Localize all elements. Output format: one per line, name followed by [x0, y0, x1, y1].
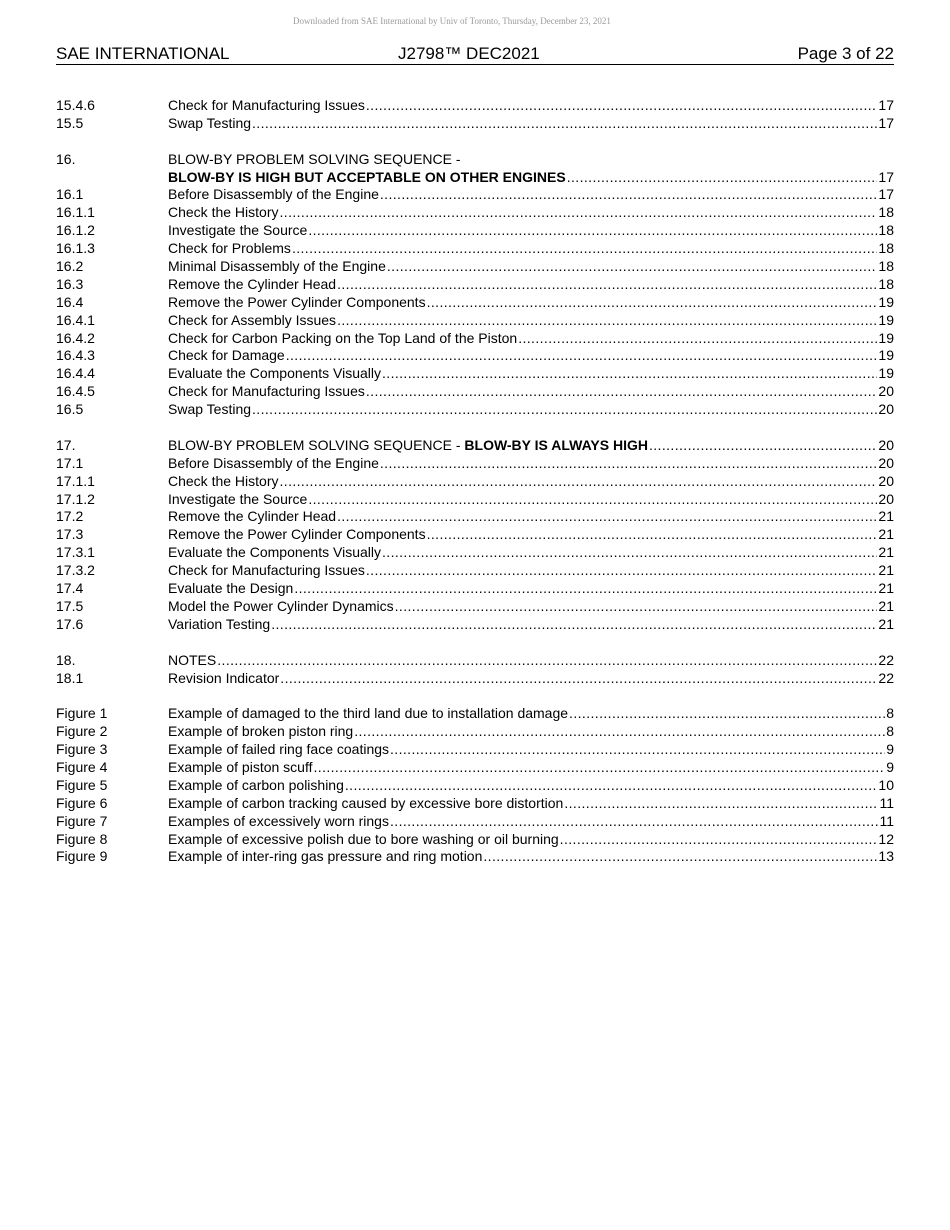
toc-entry[interactable]: [56, 294, 894, 312]
toc-entry-line: [168, 115, 894, 133]
toc-entry-title-text: Check the History: [168, 472, 279, 489]
toc-entry-title: [168, 473, 278, 491]
toc-entry-title: [168, 508, 336, 526]
toc-entry[interactable]: [56, 455, 894, 473]
toc-entry-number: 16.4.5: [56, 383, 95, 400]
toc-entry-number: Figure 9: [56, 848, 108, 865]
toc-entry[interactable]: [56, 383, 894, 401]
toc-dot-leader: [308, 491, 877, 509]
toc-entry-line: [168, 562, 894, 580]
toc-entry-title: [168, 616, 270, 634]
toc-entry-page: 21: [878, 580, 894, 597]
toc-entry-page: 8: [886, 723, 894, 740]
toc-entry-page: 19: [878, 347, 894, 364]
toc-entry[interactable]: [56, 670, 894, 688]
toc-dot-leader: [366, 383, 878, 401]
page-header: [56, 44, 894, 65]
toc-entry-page: 18: [878, 222, 894, 239]
toc-entry-line: [168, 759, 894, 777]
toc-entry-number: Figure 8: [56, 830, 108, 847]
toc-entry-title: [168, 777, 344, 795]
toc-entry-title: [168, 795, 563, 813]
toc-entry-title: [168, 437, 648, 455]
toc-entry-title: [168, 759, 312, 777]
toc-entry-page: 20: [878, 490, 894, 507]
toc-dot-leader: [390, 813, 878, 831]
toc-entry-line: [168, 795, 894, 813]
toc-entry[interactable]: [56, 240, 894, 258]
toc-entry[interactable]: [56, 848, 894, 866]
toc-entry-title: [168, 97, 365, 115]
toc-entry-page: 21: [878, 615, 894, 632]
toc-entry-title-text: Investigate the Source: [168, 490, 308, 507]
toc-entry-number: 17.4: [56, 580, 84, 597]
toc-spacer: [56, 419, 894, 437]
toc-entry-line: [168, 616, 894, 634]
toc-entry-page: 21: [878, 508, 894, 525]
toc-entry-page: 11: [879, 794, 894, 811]
toc-entry-title: [168, 222, 307, 240]
toc-entry-line: [168, 258, 894, 276]
toc-dot-leader: [279, 204, 877, 222]
toc-entry-title-text: Examples of excessively worn rings: [168, 812, 389, 829]
toc-entry-title-text: NOTES: [168, 651, 217, 668]
toc-entry-line: [168, 723, 894, 741]
toc-entry-title-text: Minimal Disassembly of the Engine: [168, 258, 386, 275]
toc-entry-line: [168, 222, 894, 240]
toc-entry-line: [168, 169, 894, 187]
toc-dot-leader: [279, 473, 877, 491]
toc-entry-number: 16.3: [56, 275, 84, 292]
toc-entry-line: [168, 491, 894, 509]
toc-dot-leader: [217, 652, 877, 670]
toc-entry[interactable]: [56, 437, 894, 455]
toc-entry-number: Figure 1: [56, 705, 108, 722]
toc-entry-title-text: Investigate the Source: [168, 222, 308, 239]
toc-entry-page: 18: [878, 275, 894, 292]
toc-entry-title: [168, 204, 278, 222]
toc-entry-line: [168, 670, 894, 688]
toc-entry[interactable]: [56, 759, 894, 777]
toc-entry-page: 9: [886, 758, 894, 775]
toc-entry[interactable]: [56, 491, 894, 509]
toc-entry[interactable]: [56, 526, 894, 544]
toc-entry-title: [168, 294, 426, 312]
toc-dot-leader: [564, 795, 878, 813]
toc-entry-line: [168, 705, 894, 723]
toc-entry-title: [168, 580, 293, 598]
toc-entry[interactable]: [56, 580, 894, 598]
toc-entry[interactable]: [56, 169, 894, 187]
toc-entry-title-text: Example of excessive polish due to bore washing or oil burning: [168, 830, 559, 847]
toc-entry-title-bold: BLOW-BY IS HIGH BUT ACCEPTABLE ON OTHER ENGINES: [168, 168, 566, 185]
toc-entry-title: [168, 598, 394, 616]
toc-dot-leader: [294, 580, 877, 598]
toc-entry-number: Figure 5: [56, 776, 108, 793]
toc-entry-line: [168, 240, 894, 258]
toc-entry-title-text: Example of broken piston ring: [168, 723, 354, 740]
toc-dot-leader: [337, 312, 877, 330]
toc-entry-title: [168, 186, 379, 204]
toc-entry-title-text: Model the Power Cylinder Dynamics: [168, 597, 394, 614]
toc-entry[interactable]: [56, 222, 894, 240]
toc-entry-page: 17: [878, 97, 894, 113]
toc-entry-number: 16.2: [56, 258, 84, 275]
toc-spacer: [56, 687, 894, 705]
toc-entry-line: [168, 813, 894, 831]
toc-entry-title-text: Check for Carbon Packing on the Top Land of the Piston: [168, 329, 518, 346]
toc-dot-leader: [337, 276, 877, 294]
toc-entry-title-text: Remove the Power Cylinder Components: [168, 293, 426, 310]
toc-entry-line: [168, 544, 894, 562]
toc-entry-number: Figure 6: [56, 794, 108, 811]
toc-spacer: [56, 133, 894, 151]
toc-entry-line: [168, 455, 894, 473]
toc-entry-page: 18: [878, 240, 894, 257]
toc-entry-number: 18.1: [56, 669, 84, 686]
toc-entry-title-text: Example of carbon tracking caused by excessive bore distortion: [168, 794, 564, 811]
toc-entry-title-text: Check for Problems: [168, 240, 291, 257]
toc-entry-title: [168, 347, 285, 365]
toc-entry-line: [168, 580, 894, 598]
toc-entry-title-text: Evaluate the Components Visually: [168, 365, 381, 382]
toc-entry[interactable]: [56, 186, 894, 204]
toc-entry-title-text: Example of failed ring face coatings: [168, 741, 390, 758]
toc-dot-leader: [354, 723, 885, 741]
toc-entry-page: 19: [878, 311, 894, 328]
toc-dot-leader: [313, 759, 885, 777]
toc-entry-page: 12: [878, 830, 894, 847]
toc-entry-number: 17.3.2: [56, 562, 95, 579]
toc-entry-title: [168, 401, 251, 419]
toc-entry-page: 20: [878, 472, 894, 489]
toc-entry[interactable]: [56, 115, 894, 133]
toc-entry-page: 20: [878, 436, 894, 453]
toc-dot-leader: [366, 562, 878, 580]
toc-entry-page: 17: [878, 186, 894, 203]
toc-entry-number: Figure 7: [56, 812, 108, 829]
toc-entry-page: 22: [878, 651, 894, 668]
toc-entry[interactable]: [56, 258, 894, 276]
toc-dot-leader: [292, 240, 877, 258]
toc-dot-leader: [286, 347, 878, 365]
toc-entry-title-text: Before Disassembly of the Engine: [168, 454, 379, 471]
toc-entry-title-text: Example of carbon polishing: [168, 776, 344, 793]
toc-entry-title: [168, 723, 353, 741]
toc-entry-page: 17: [878, 168, 894, 185]
toc-entry-page: 17: [878, 114, 894, 131]
toc-entry[interactable]: [56, 813, 894, 831]
toc-entry[interactable]: [56, 616, 894, 634]
toc-entry[interactable]: [56, 347, 894, 365]
toc-entry-title: [168, 562, 365, 580]
toc-dot-leader: [337, 508, 877, 526]
toc-dot-leader: [390, 741, 885, 759]
toc-entry[interactable]: [56, 473, 894, 491]
toc-entry-title: [168, 652, 216, 670]
toc-entry-number: 16.1.1: [56, 204, 95, 221]
toc-entry-line: [168, 347, 894, 365]
toc-entry[interactable]: [56, 330, 894, 348]
toc-entry-title-text: Remove the Power Cylinder Components: [168, 526, 426, 543]
toc-dot-leader: [308, 222, 877, 240]
toc-entry-line: [168, 365, 894, 383]
toc-entry-title: [168, 383, 365, 401]
toc-entry-page: 21: [878, 562, 894, 579]
toc-entry-title: [168, 455, 379, 473]
toc-entry-title-bold: BLOW-BY IS ALWAYS HIGH: [464, 436, 648, 453]
toc-entry-page: 8: [886, 705, 894, 722]
toc-entry[interactable]: [56, 97, 894, 115]
toc-entry-page: 19: [878, 365, 894, 382]
toc-entry-title: [168, 741, 389, 759]
toc-entry-page: 22: [878, 669, 894, 686]
toc-entry-number: 16.4.1: [56, 311, 95, 328]
toc-entry-title: [168, 705, 568, 723]
toc-entry-line: [168, 831, 894, 849]
toc-entry-number: 17.2: [56, 508, 84, 525]
toc-entry-line: [168, 777, 894, 795]
header-document-id: J2798™ DEC2021: [398, 44, 540, 63]
toc-entry-title-text: Example of piston scuff: [168, 758, 313, 775]
toc-entry-line: [168, 204, 894, 222]
toc-entry-number: 16.1.2: [56, 222, 95, 239]
toc-dot-leader: [271, 616, 877, 634]
toc-entry-line: [168, 383, 894, 401]
toc-entry-title-text: Check for Manufacturing Issues: [168, 562, 365, 579]
toc-dot-leader: [483, 848, 877, 866]
toc-entry-title: [168, 831, 559, 849]
toc-entry-page: 21: [878, 526, 894, 543]
toc-entry-page: 18: [878, 204, 894, 221]
toc-entry-title-text: Check the History: [168, 204, 279, 221]
toc-entry-title-text: Check for Assembly Issues: [168, 311, 337, 328]
toc-entry-page: 20: [878, 454, 894, 471]
toc-entry-page: 21: [878, 597, 894, 614]
toc-entry-title-text: Example of damaged to the third land due to installation damage: [168, 705, 569, 722]
toc-entry-page: 10: [878, 776, 894, 793]
toc-entry-page: 13: [878, 848, 894, 865]
toc-entry[interactable]: [56, 151, 894, 169]
toc-entry-line: [168, 652, 894, 670]
toc-entry-title: [168, 151, 461, 169]
toc-entry-number: 18.: [56, 651, 76, 668]
toc-entry-line: [168, 151, 894, 169]
toc-dot-leader: [345, 777, 878, 795]
toc-dot-leader: [518, 330, 877, 348]
toc-entry[interactable]: [56, 598, 894, 616]
toc-entry-title: [168, 491, 307, 509]
toc-entry-title: [168, 670, 279, 688]
toc-entry-page: 21: [878, 544, 894, 561]
toc-entry-number: 16.: [56, 150, 76, 167]
toc-entry-number: 16.4.4: [56, 365, 95, 382]
toc-dot-leader: [387, 258, 878, 276]
toc-entry-title: [168, 240, 291, 258]
toc-entry[interactable]: [56, 508, 894, 526]
toc-entry-title-text: Example of inter-ring gas pressure and ring motion: [168, 848, 483, 865]
toc-entry[interactable]: [56, 204, 894, 222]
toc-entry-line: [168, 473, 894, 491]
toc-entry-page: 18: [878, 258, 894, 275]
toc-dot-leader: [380, 455, 878, 473]
toc-entry-title-text: Remove the Cylinder Head: [168, 508, 337, 525]
toc-entry[interactable]: [56, 652, 894, 670]
toc-entry-title: [168, 276, 336, 294]
toc-entry-line: [168, 508, 894, 526]
toc-entry-number: 17.3.1: [56, 544, 95, 561]
toc-entry-line: [168, 276, 894, 294]
table-of-contents: [56, 97, 894, 866]
toc-entry-line: [168, 437, 894, 455]
toc-entry-line: [168, 598, 894, 616]
toc-dot-leader: [280, 670, 877, 688]
toc-dot-leader: [560, 831, 878, 849]
toc-entry[interactable]: [56, 777, 894, 795]
toc-entry-title: [168, 169, 566, 187]
toc-entry-title: [168, 544, 381, 562]
toc-spacer: [56, 634, 894, 652]
toc-dot-leader: [366, 97, 878, 115]
toc-entry-number: 17.6: [56, 615, 84, 632]
toc-entry-number: 15.5: [56, 114, 84, 131]
toc-entry-line: [168, 330, 894, 348]
toc-entry-number: 17.3: [56, 526, 84, 543]
toc-entry[interactable]: [56, 831, 894, 849]
toc-entry-number: 17.: [56, 436, 76, 453]
toc-entry-number: 17.5: [56, 597, 84, 614]
toc-entry-title: [168, 312, 336, 330]
toc-dot-leader: [252, 401, 877, 419]
toc-entry-line: [168, 312, 894, 330]
toc-dot-leader: [380, 186, 878, 204]
toc-entry-number: 15.4.6: [56, 97, 95, 113]
toc-dot-leader: [649, 437, 877, 455]
toc-entry-number: Figure 4: [56, 758, 108, 775]
toc-entry-number: 17.1: [56, 454, 84, 471]
toc-entry-number: Figure 3: [56, 741, 108, 758]
toc-dot-leader: [567, 169, 878, 187]
toc-entry-line: [168, 401, 894, 419]
toc-entry-title-text: Evaluate the Components Visually: [168, 544, 381, 561]
toc-entry-number: 16.1.3: [56, 240, 95, 257]
toc-entry[interactable]: [56, 276, 894, 294]
toc-entry[interactable]: [56, 723, 894, 741]
toc-entry-title: [168, 813, 389, 831]
toc-entry-line: [168, 97, 894, 115]
toc-entry-title: [168, 526, 426, 544]
toc-entry[interactable]: [56, 741, 894, 759]
toc-entry-number: 16.4: [56, 293, 84, 310]
toc-dot-leader: [382, 365, 877, 383]
toc-entry[interactable]: [56, 312, 894, 330]
toc-entry[interactable]: [56, 544, 894, 562]
toc-entry[interactable]: [56, 705, 894, 723]
download-watermark: Downloaded from SAE International by Univ of Toronto, Thursday, December 23, 2021: [293, 16, 611, 26]
toc-entry-title-text: Swap Testing: [168, 114, 252, 131]
toc-entry-page: 20: [878, 401, 894, 418]
toc-entry-title-text: Before Disassembly of the Engine: [168, 186, 379, 203]
toc-entry-page: 11: [879, 812, 894, 829]
toc-entry-number: 17.1.2: [56, 490, 95, 507]
toc-entry-line: [168, 848, 894, 866]
toc-entry-page: 20: [878, 383, 894, 400]
toc-entry-page: 19: [878, 293, 894, 310]
toc-dot-leader: [382, 544, 877, 562]
toc-entry-title-text: Check for Manufacturing Issues: [168, 383, 365, 400]
toc-entry-title-text: Revision Indicator: [168, 669, 280, 686]
toc-dot-leader: [427, 526, 878, 544]
toc-entry-title-text: Remove the Cylinder Head: [168, 275, 337, 292]
header-organization: SAE INTERNATIONAL: [56, 44, 230, 63]
toc-entry-title-text: Check for Manufacturing Issues: [168, 97, 365, 113]
toc-entry-line: [168, 526, 894, 544]
toc-entry-title-text: Swap Testing: [168, 401, 252, 418]
header-page-number: Page 3 of 22: [797, 44, 894, 63]
toc-entry-title-text: Evaluate the Design: [168, 580, 294, 597]
toc-entry[interactable]: [56, 365, 894, 383]
toc-entry[interactable]: [56, 401, 894, 419]
toc-entry-title: [168, 365, 381, 383]
toc-entry-title-text: Variation Testing: [168, 615, 271, 632]
toc-entry-title-text: Check for Damage: [168, 347, 285, 364]
toc-entry-number: Figure 2: [56, 723, 108, 740]
toc-entry-number: 16.5: [56, 401, 84, 418]
toc-entry-title-text: BLOW-BY PROBLEM SOLVING SEQUENCE -: [168, 436, 465, 453]
toc-entry-title: [168, 258, 386, 276]
toc-entry-line: [168, 741, 894, 759]
toc-entry[interactable]: [56, 795, 894, 813]
toc-entry-page: 19: [878, 329, 894, 346]
toc-entry-title: [168, 848, 482, 866]
toc-entry[interactable]: [56, 562, 894, 580]
toc-entry-number: 16.4.2: [56, 329, 95, 346]
toc-entry-number: 17.1.1: [56, 472, 95, 489]
toc-entry-number: 16.4.3: [56, 347, 95, 364]
toc-entry-number: 16.1: [56, 186, 84, 203]
toc-dot-leader: [427, 294, 878, 312]
toc-dot-leader: [395, 598, 878, 616]
toc-dot-leader: [569, 705, 885, 723]
toc-entry-title: [168, 330, 517, 348]
toc-entry-title-text: BLOW-BY PROBLEM SOLVING SEQUENCE -: [168, 150, 461, 167]
toc-entry-line: [168, 186, 894, 204]
toc-dot-leader: [252, 115, 877, 133]
toc-entry-line: [168, 294, 894, 312]
toc-entry-page: 9: [886, 741, 894, 758]
toc-entry-title: [168, 115, 251, 133]
